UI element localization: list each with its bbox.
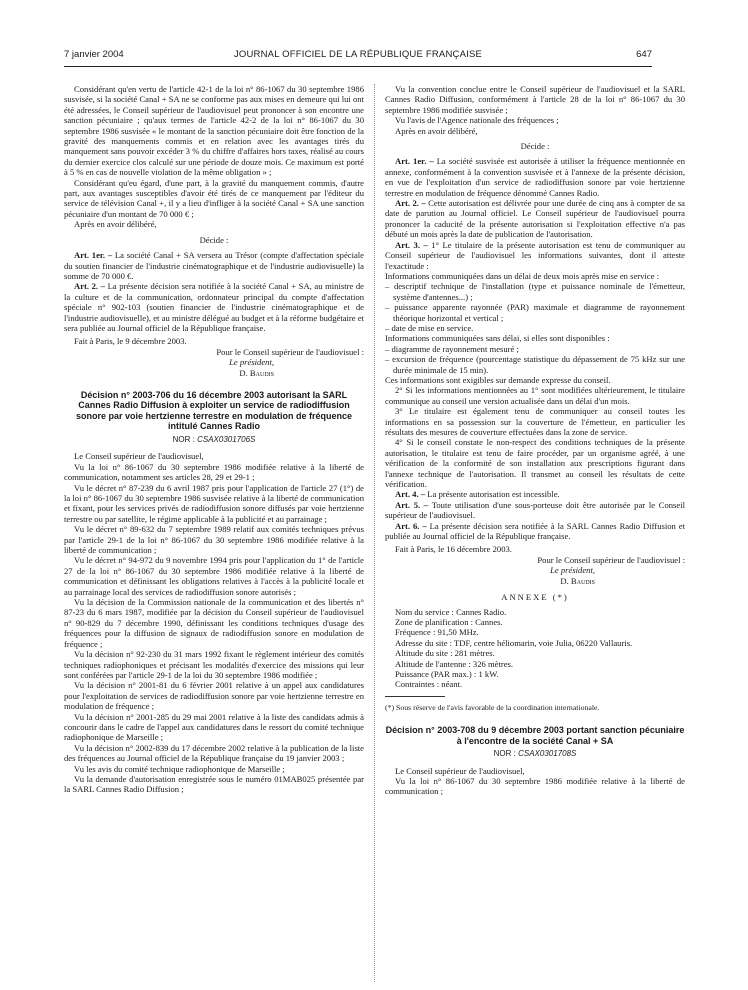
date-line: Fait à Paris, le 9 décembre 2003. xyxy=(74,336,187,347)
date-line: Fait à Paris, le 16 décembre 2003. xyxy=(395,544,512,555)
decide-heading: Décide : xyxy=(520,141,550,152)
signature-intro: Pour le Conseil supérieur de l'audiovisuel : xyxy=(537,554,685,565)
article-label: Art. 1er. – xyxy=(74,250,113,261)
article-text: La société susvisée est autorisée à utiliser la fréquence mentionnée en annexe, conformément à la convention susvisée et à l'annexe de la présente décision, en vue de l'exploitation d'un service de radiodiffusion sonore par voie hertzienne terrestre en modulation de fréquence dénommé Cannes Radio. xyxy=(385,156,685,198)
article-1 xyxy=(385,156,685,198)
article-text: La présente décision sera notifiée à la SARL Cannes Radio Diffusion et publiée au Journal officiel de la République française. xyxy=(385,520,685,542)
annexe-item: Adresse du site : TDF, centre héliomarin, voie Julia, 06220 Vallauris. xyxy=(395,637,633,648)
article-2 xyxy=(385,198,685,240)
annexe-item: Contraintes : néant. xyxy=(395,679,463,690)
article-text: La présente autorisation est incessible. xyxy=(427,489,560,500)
annexe-item: Altitude de l'antenne : 326 mètres. xyxy=(395,658,514,669)
paragraph: Vu le décret n° 87-239 du 6 avril 1987 pris pour l'application de l'article 27 (1°) de la loi n° 86-1067 du 30 septembre 1986 susvisée relative à la liberté de communication et fixant, pour les services privés de radiodiffusion sonore diffusés par voie hertzienne terrestre ou par satellite, le régime applicable à la publicité et au parrainage ; xyxy=(64,482,364,524)
article-label: Art. 1er. – xyxy=(395,156,434,167)
article-1 xyxy=(64,250,364,281)
article-text: Toute utilisation d'une sous-porteuse doit être autorisée par le Conseil supérieur de l'audiovisuel. xyxy=(385,499,685,521)
nor-code: CSAX0301706S xyxy=(197,434,256,444)
paragraph: Vu la décision n° 2001-81 du 6 février 2001 relative à un appel aux candidatures pour l'exploitation de services de radiodiffusion sonore par voie hertzienne terrestre en modulation de fréquence ; xyxy=(64,680,364,712)
article-label: Art. 5. – xyxy=(395,499,429,510)
paragraph: Vu la loi n° 86-1067 du 30 septembre 1986 modifiée relative à la liberté de communication ; xyxy=(385,775,685,797)
signature-title: Le président, xyxy=(550,565,595,576)
article-6 xyxy=(385,521,685,542)
annexe-item: Puissance (PAR max.) : 1 kW. xyxy=(395,668,499,679)
right-column xyxy=(385,84,685,797)
paragraph: Considérant qu'eu égard, d'une part, à la gravité du manquement commis, d'autre part, aux avantages susceptibles d'avoir été tirés de ce manquement par l'éditeur du service de télévision Canal +, il y a lieu d'infliger à la société Canal + SA une sanction pécuniaire d'un montant de 70 000 € ; xyxy=(64,177,364,219)
annexe-heading: ANNEXE (*) xyxy=(501,592,569,603)
list-intro: Informations communiquées sans délai, si elles sont disponibles : xyxy=(385,333,610,344)
paragraph: 3° Le titulaire est également tenu de communiquer au conseil toutes les informations en sa possession sur la couverture de l'émetteur, en particulier les résultats des mesures de couverture effectuées dans la zone de service. xyxy=(385,406,685,437)
article-text: 1° Le titulaire de la présente autorisation est tenu de communiquer au Conseil supérieur de l'audiovisuel les informations suivantes, dont il atteste l'exactitude : xyxy=(385,239,686,271)
article-2 xyxy=(64,281,364,333)
paragraph: Après en avoir délibéré, xyxy=(74,219,157,230)
article-label: Art. 4. – xyxy=(395,489,426,500)
header-rule xyxy=(64,66,652,67)
column-divider xyxy=(374,84,375,982)
article-5 xyxy=(385,500,685,521)
paragraph: Vu la décision de la Commission nationale de la communication et des libertés n° 87-23 du 6 mars 1987, modifiée par la décision du Conseil supérieur de l'audiovisuel n° 90-829 du 7 décembre 1990, définissant les conditions techniques d'usage des fréquences pour la diffusion de signaux de radiodiffusion sonore en modulation de fréquence ; xyxy=(64,597,364,649)
paragraph: Le Conseil supérieur de l'audiovisuel, xyxy=(74,451,204,462)
article-label: Art. 2. – xyxy=(395,198,426,209)
signature-title: Le président, xyxy=(229,357,274,368)
paragraph: Vu la décision n° 2002-839 du 17 décembre 2002 relative à la publication de la liste des fréquences au Journal officiel de la République française du 19 janvier 2003 ; xyxy=(64,742,364,764)
signature-name: D. Baudis xyxy=(239,367,274,378)
nor-label: NOR : xyxy=(493,749,516,759)
list-item: – puissance apparente rayonnée (PAR) maximale et diagramme de rayonnement théorique horizontal et vertical ; xyxy=(385,302,685,323)
decision-title: Décision n° 2003-706 du 16 décembre 2003 autorisant la SARL Cannes Radio Diffusion à exploiter un service de radiodiffusion sonore par voie hertzienne terrestre en modulation de fréquence intitulé Cannes Radio xyxy=(75,389,353,432)
article-text: La société Canal + SA versera au Trésor (compte d'affectation spéciale du soutien financier de l'industrie cinématographique et de l'industrie audiovisuelle) la somme de 70 000 €. xyxy=(64,250,364,281)
decide-heading: Décide : xyxy=(199,234,229,245)
article-label: Art. 6. – xyxy=(395,520,427,531)
paragraph: Vu la convention conclue entre le Conseil supérieur de l'audiovisuel et la SARL Cannes Radio Diffusion, conformément à l'article 28 de la loi n° 86-1067 du 30 septembre 1986 modifiée susvisée ; xyxy=(385,84,685,115)
nor-line xyxy=(385,749,685,759)
paragraph: Ces informations sont exigibles sur demande expresse du conseil. xyxy=(385,374,611,385)
annexe-item: Altitude du site : 281 mètres. xyxy=(395,648,495,659)
paragraph: Vu la demande d'autorisation enregistrée sous le numéro 01MAB025 présentée par la SARL Cannes Radio Diffusion ; xyxy=(64,773,364,795)
list-item: – descriptif technique de l'installation (type et puissance nominale de l'émetteur, système d'antennes...) ; xyxy=(385,281,685,302)
header-title: JOURNAL OFFICIEL DE LA RÉPUBLIQUE FRANÇAISE xyxy=(233,49,483,60)
list-item: – diagramme de rayonnement mesuré ; xyxy=(385,343,519,354)
signature-intro: Pour le Conseil supérieur de l'audiovisuel : xyxy=(216,346,364,357)
page-header xyxy=(64,49,652,63)
annexe-item: Zone de planification : Cannes. xyxy=(395,616,503,627)
paragraph: Vu la décision n° 2001-285 du 29 mai 2001 relative à la liste des candidats admis à concourir dans le cadre de l'appel aux candidatures dans le ressort du comité technique radiophonique de Marseille ; xyxy=(64,711,364,743)
article-text: La présente décision sera notifiée à la société Canal + SA, au ministre de la culture et de la communication, ordonnateur principal du compte d'affectation spéciale n° 902-103 (soutien financier de l'industrie cinématographique et de l'industrie audiovisuelle), et au ministre délégué au budget et à la réforme budgétaire et sera publiée au Journal officiel de la République française. xyxy=(64,281,364,333)
article-3 xyxy=(385,240,685,271)
footnote-rule xyxy=(385,696,445,697)
paragraph: Vu le décret n° 94-972 du 9 novembre 1994 pris pour l'application du 1° de l'article 27 de la loi n° 86-1067 du 30 septembre 1986 modifiée relative à la liberté de communication et définissant les obligations relatives à l'accès à la publicité locale et au parrainage local des services de radiodiffusion sonore autorisés ; xyxy=(64,555,364,597)
footnote: (*) Sous réserve de l'avis favorable de la coordination internationale. xyxy=(385,702,600,712)
paragraph: Vu l'avis de l'Agence nationale des fréquences ; xyxy=(395,115,559,126)
annexe-item: Fréquence : 91,50 MHz. xyxy=(395,627,479,638)
nor-code: CSAX0301708S xyxy=(518,749,577,759)
paragraph: Vu la décision n° 92-230 du 31 mars 1992 fixant le règlement intérieur des comités techniques radiophoniques et précisant les modalités d'exercice des missions qui leur sont conférées par l'article 29-1 de la loi du 30 septembre 1986 modifiée ; xyxy=(64,649,364,680)
list-item: – date de mise en service. xyxy=(385,322,474,333)
paragraph: Le Conseil supérieur de l'audiovisuel, xyxy=(395,765,525,776)
signature-name: D. Baudis xyxy=(560,575,595,586)
paragraph: 2° Si les informations mentionnées au 1° sont modifiées ultérieurement, le titulaire communique au conseil une version actualisée dans un délai d'un mois. xyxy=(385,385,685,406)
decision-title: Décision n° 2003-708 du 9 décembre 2003 portant sanction pécuniaire à l'encontre de la société Canal + SA xyxy=(385,725,685,746)
paragraph: Vu les avis du comité technique radiophonique de Marseille ; xyxy=(74,763,285,774)
paragraph: Considérant qu'en vertu de l'article 42-1 de la loi n° 86-1067 du 30 septembre 1986 susvisée, si la société Canal + SA ne se conforme pas aux mises en demeure qui lui ont été adressées, le Conseil supérieur de l'audiovisuel peut prononcer à son encontre une sanction pécuniaire ; qu'aux termes de l'article 42-2 de la loi n° 86-1067 du 30 septembre 1986 susvisée « le montant de la sanction pécuniaire doit être fonction de la gravité des manquements commis et en relation avec les avantages tirés du manquement sans pouvoir excéder 3 % du chiffre d'affaires hors taxes, réalisé au cours du dernier exercice clos calculé sur une période de douze mois. Ce maximum est porté à 5 % en cas de nouvelle violation de la même obligation » ; xyxy=(64,84,364,178)
article-text: Cette autorisation est délivrée pour une durée de cinq ans à compter de sa date de parution au Journal officiel. Le Conseil supérieur de l'audiovisuel pourra prononcer la caducité de la présente autorisation si l'exploitation effective n'a pas débuté un mois après la date de publication de l'autorisation. xyxy=(385,198,685,240)
annexe-item: Nom du service : Cannes Radio. xyxy=(395,606,507,617)
header-date: 7 janvier 2004 xyxy=(64,49,124,60)
nor-line xyxy=(64,435,364,445)
paragraph: Après en avoir délibéré, xyxy=(395,125,478,136)
paragraph: Vu le décret n° 89-632 du 7 septembre 1989 relatif aux comités techniques prévus par l'article 29-1 de la loi n° 86-1067 du 30 septembre 1986 modifiée relative à la liberté de communication ; xyxy=(64,524,364,556)
nor-label: NOR : xyxy=(172,434,195,444)
list-intro: Informations communiquées dans un délai de deux mois après mise en service : xyxy=(385,270,659,281)
list-item: – excursion de fréquence (pourcentage statistique du dépassement de 75 kHz sur une durée minimale de 15 min). xyxy=(385,354,685,375)
page-number: 647 xyxy=(636,49,652,60)
left-column xyxy=(64,84,364,795)
article-4 xyxy=(385,489,685,499)
article-label: Art. 3. – xyxy=(395,239,428,250)
paragraph: 4° Si le conseil constate le non-respect des conditions techniques de la présente autorisation, le titulaire est tenu de faire procéder, par un organisme agréé, à une vérification de la conformité de son installation aux prescriptions figurant dans l'annexe technique de l'autorisation. Il transmet au conseil les résultats de cette vérification. xyxy=(385,437,685,490)
paragraph: Vu la loi n° 86-1067 du 30 septembre 1986 modifiée relative à la liberté de communication, notamment ses articles 28, 29 et 29-1 ; xyxy=(64,461,364,483)
article-label: Art. 2. – xyxy=(74,281,105,292)
